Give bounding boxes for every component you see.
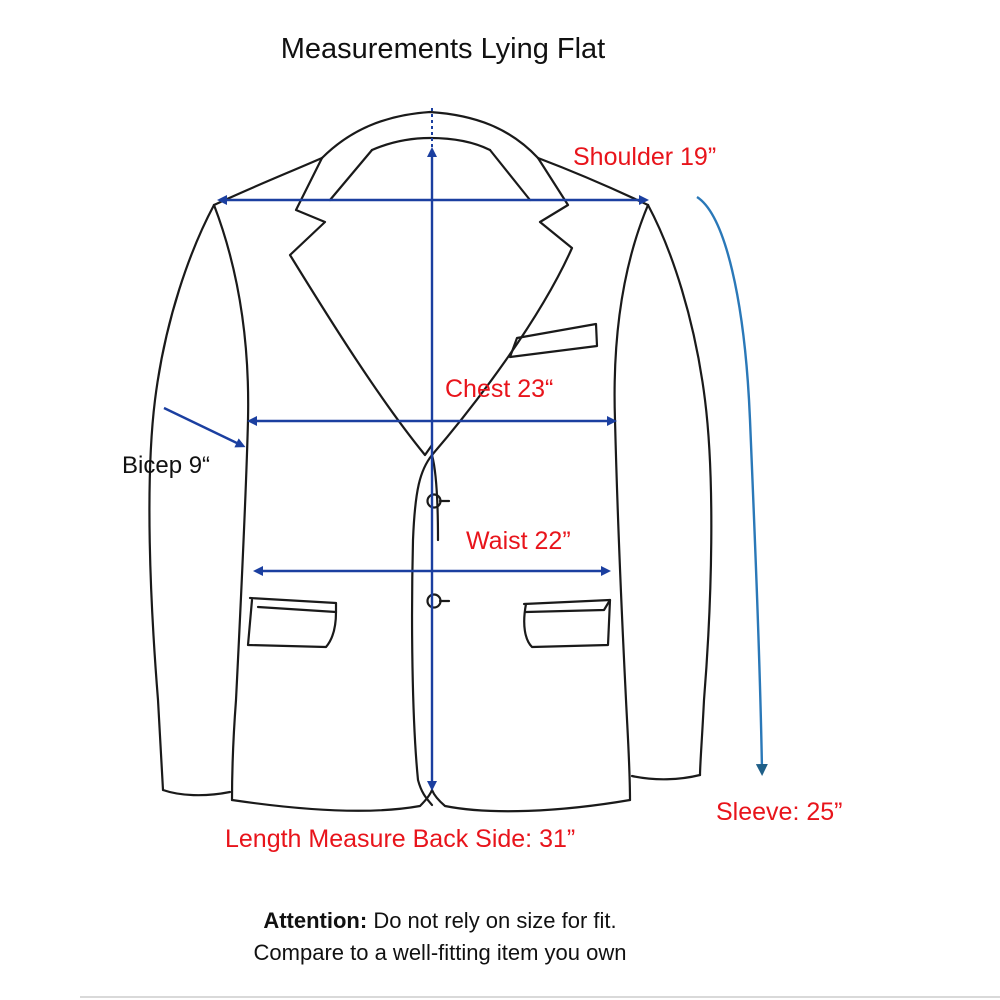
footer-divider — [80, 996, 1000, 998]
breast-pocket — [510, 324, 597, 357]
left-side — [214, 205, 248, 800]
right-lapel — [432, 158, 572, 455]
right-pocket-flap — [524, 600, 610, 612]
attention-note-line1 — [0, 908, 880, 934]
attention-text: Do not rely on size for fit. — [367, 908, 617, 933]
sleeve-label: Sleeve: 25” — [716, 798, 843, 826]
bicep-measure-line — [164, 408, 241, 445]
front-edge — [412, 455, 432, 805]
attention-note-line2: Compare to a well-fitting item you own — [253, 940, 627, 965]
jacket-outline — [149, 112, 711, 811]
left-lapel — [290, 158, 432, 455]
left-pocket-flap — [250, 598, 336, 612]
right-pocket — [524, 600, 610, 647]
right-cuff — [632, 775, 700, 779]
left-sleeve-outer — [149, 205, 214, 790]
waist-label: Waist 22” — [466, 527, 571, 555]
right-collar-notch — [490, 150, 530, 200]
right-hem — [432, 790, 630, 811]
shoulder-label: Shoulder 19” — [573, 143, 717, 171]
left-collar-notch — [330, 150, 372, 200]
left-hem — [232, 790, 432, 811]
attention-label: Attention: — [263, 908, 368, 933]
length-label: Length Measure Back Side: 31” — [225, 825, 576, 853]
collar-back — [322, 112, 538, 158]
left-cuff — [163, 790, 230, 795]
bicep-label: Bicep 9“ — [122, 452, 211, 479]
chest-label: Chest 23“ — [445, 375, 554, 403]
right-sleeve-outer — [648, 205, 711, 775]
right-side — [615, 205, 648, 800]
sleeve-measure-line — [697, 197, 762, 770]
page-title: Measurements Lying Flat — [280, 33, 606, 65]
left-shoulder — [214, 158, 322, 205]
button-top — [428, 495, 441, 508]
button-bottom — [428, 595, 441, 608]
